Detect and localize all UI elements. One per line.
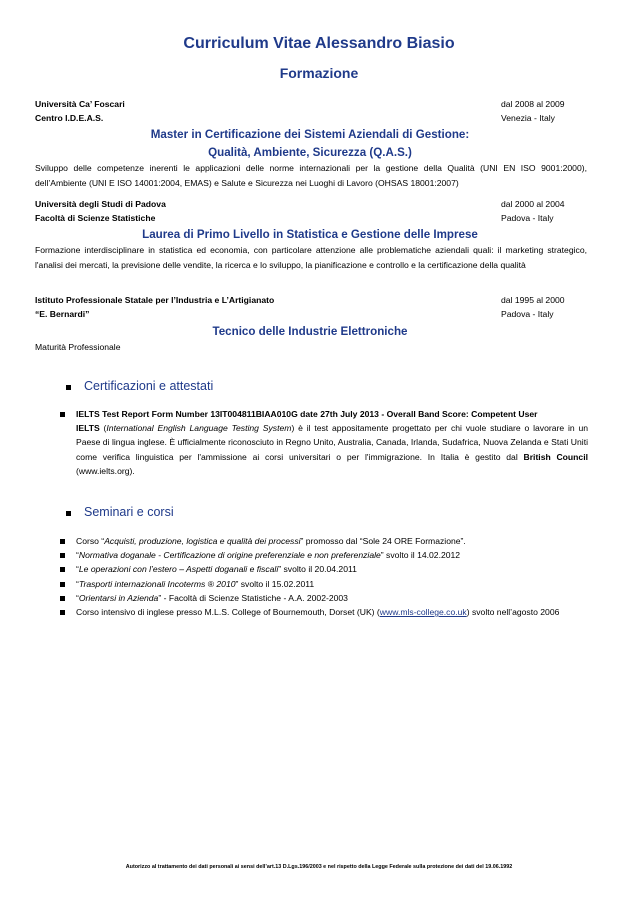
section-heading-formazione: Formazione (279, 65, 359, 81)
bullet-square-icon (60, 610, 65, 615)
edu-2-description: Formazione interdisciplinare in statistica ed economia, con particolare attenzione alle problematiche aziendali quali: il marketing strategico, l'analisi dei mercati, la previsione delle vendite, la ricerca e lo sviluppo, la pianificazione e controllo e la certificazione della qualità (35, 245, 587, 270)
edu-2-institution-sub: Facoltà di Scienze Statistiche (35, 213, 156, 223)
seminar-title: Le operazioni con l’estero – Aspetti doganali e fiscali (78, 564, 279, 575)
seminar-item-english-course (60, 605, 588, 619)
edu-1-date: dal 2008 al 2009 (501, 99, 565, 109)
mls-college-link[interactable]: www.mls-college.co.uk (379, 607, 467, 618)
bullet-square-icon (60, 596, 65, 601)
edu-1-institution-sub: Centro I.D.E.A.S. (35, 113, 104, 123)
seminar-text: “ (76, 564, 79, 575)
edu-2-degree: Laurea di Primo Livello in Statistica e Gestione delle Imprese (142, 228, 478, 241)
cert-list (60, 407, 588, 478)
seminar-text: ” svolto il 15.02.2011 (235, 578, 315, 589)
edu-3-place: Padova - Italy (501, 309, 554, 319)
edu-1-place: Venezia - Italy (501, 113, 555, 123)
section-heading-seminari: Seminari e corsi (84, 505, 174, 519)
seminar-text: ” - Facoltà di Scienze Statistiche - A.A. 2002-2003 (158, 592, 348, 603)
seminar-item (60, 591, 588, 605)
edu-1-degree-line-1: Master in Certificazione dei Sistemi Aziendali di Gestione: (150, 128, 470, 141)
edu-3-date: dal 1995 al 2000 (501, 295, 565, 305)
edu-2-date: dal 2000 al 2004 (501, 199, 565, 209)
seminar-title: Normativa doganale - Certificazione di origine preferenziale e non preferenziale (78, 550, 381, 561)
seminar-text: “ (76, 592, 79, 603)
bullet-square-icon (60, 567, 65, 572)
cert-british-council: British Council (523, 451, 588, 462)
section-heading-certificazioni: Certificazioni e attestati (84, 379, 214, 393)
seminar-item (60, 562, 588, 576)
edu-3-description: Maturità Professionale (35, 342, 121, 352)
seminar-text: “ (76, 550, 79, 561)
seminar-item (60, 534, 588, 548)
seminar-text: ” promosso dal “Sole 24 ORE Formazione”. (300, 536, 466, 546)
cert-ielts-acronym: IELTS (76, 423, 100, 434)
edu-1-institution: Università Ca’ Foscari (35, 99, 125, 109)
edu-3-institution-sub: “E. Bernardi” (35, 309, 90, 319)
cert-text-body: ) è il test appositamente progettato per chi vuole studiare o lavorare in un Paese di lingua inglese. È ufficialmente riconosciuto in Regno Unito, Australia, Canada, Irlanda, Sudafrica, Nuova Zelanda e Stati Uniti come verifica linguistica per l'ammissione ai corsi universitari o per l'immigrazione. In Italia è gestito dal (76, 423, 589, 462)
edu-2-place: Padova - Italy (501, 213, 554, 223)
seminar-title: Orientarsi in Azienda (78, 592, 159, 603)
privacy-footer: Autorizzo al trattamento dei dati personali ai sensi dell’art.13 D.Lgs.196/2003 e nel rispetto della Legge Federale sulla protezione dei dati del 19.06.1992 (125, 864, 513, 870)
seminar-title: Trasporti internazionali Incoterms ® 2010 (78, 578, 236, 589)
seminar-text: Corso “ (76, 536, 105, 546)
seminar-text: ” svolto il 20.04.2011 (278, 564, 357, 575)
edu-1-description: Sviluppo delle competenze inerenti le applicazioni delle norme internazionali per la gestione della Qualità (UNI EN ISO 9001:2000), dell’Ambiente (UNI E ISO 14001:2004, EMAS) e Salute e Sicurezza nei Luoghi di Lavoro (OHSAS 18001:2007) (35, 163, 587, 188)
edu-3-degree: Tecnico delle Industrie Elettroniche (212, 325, 408, 338)
edu-1-degree-line-2: Qualità, Ambiente, Sicurezza (Q.A.S.) (208, 146, 412, 159)
bullet-square-icon (60, 412, 65, 417)
bullet-square-icon (60, 582, 65, 587)
seminar-item (60, 548, 588, 562)
cert-ielts-fullname: International English Language Testing System (106, 423, 292, 434)
bullet-square-icon (60, 539, 65, 544)
seminar-text: ” svolto il 14.02.2012 (380, 550, 461, 561)
cert-item-description (76, 421, 588, 478)
cert-text-end: (www.ielts.org). (76, 465, 135, 476)
edu-2-institution: Università degli Studi di Padova (35, 199, 166, 209)
cert-text-fragment: ( (99, 423, 107, 434)
edu-3-institution: Istituto Professionale Statale per l’Industria e L’Artigianato (35, 295, 275, 305)
seminar-item (60, 577, 588, 591)
seminar-text: Corso intensivo di inglese presso M.L.S. College of Bournemouth, Dorset (UK) ( (76, 607, 380, 618)
bullet-square-icon (66, 385, 71, 390)
seminar-title: Acquisti, produzione, logistica e qualità dei processi (104, 536, 301, 546)
bullet-square-icon (66, 511, 71, 516)
cert-item-title: IELTS Test Report Form Number 13IT004811BIAA010G date 27th July 2013 - Overall Band Score: Competent User (76, 409, 538, 419)
page-title: Curriculum Vitae Alessandro Biasio (183, 35, 455, 52)
seminar-text: ) svolto nell’agosto 2006 (466, 607, 560, 618)
cert-item-ielts (60, 407, 588, 478)
seminar-text: “ (76, 578, 79, 589)
bullet-square-icon (60, 553, 65, 558)
seminari-list (60, 534, 588, 619)
